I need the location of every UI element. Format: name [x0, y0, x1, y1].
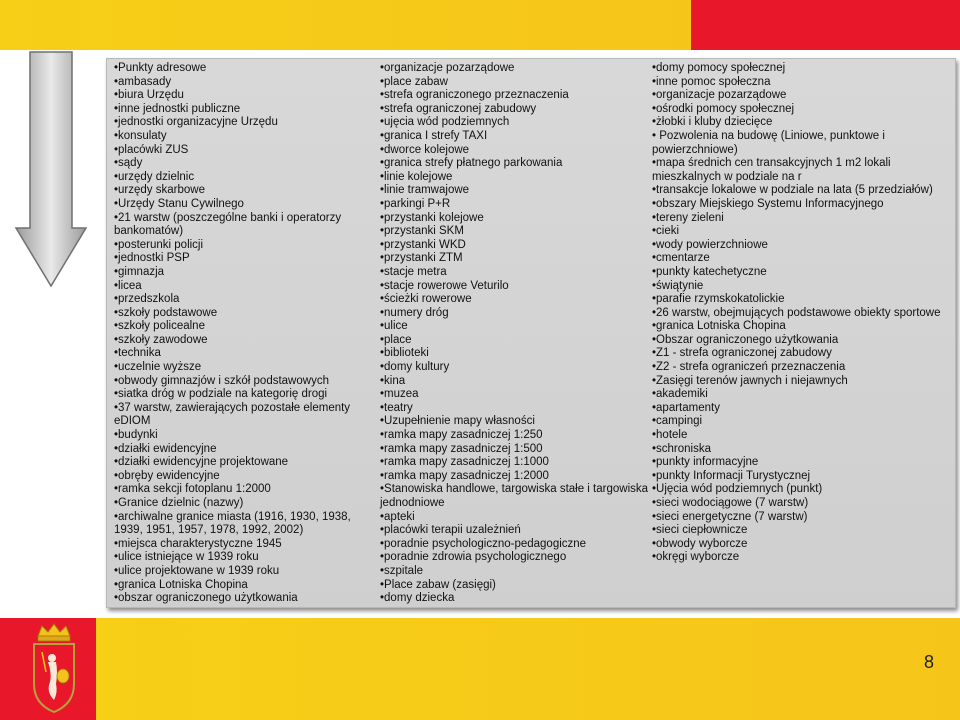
list-item: • jednostki PSP: [114, 252, 382, 266]
list-item: • stacje rowerowe Veturilo: [380, 280, 652, 294]
list-item: • organizacje pozarządowe: [652, 89, 952, 103]
list-item: • Uzupełnienie mapy własności: [380, 415, 652, 429]
list-item: • placówki ZUS: [114, 144, 382, 158]
list-item: • biblioteki: [380, 347, 652, 361]
list-item: • obwody gimnazjów i szkół podstawowych: [114, 375, 382, 389]
list-item: • sieci ciepłownicze: [652, 524, 952, 538]
list-item: • wody powierzchniowe: [652, 239, 952, 253]
list-item: • uczelnie wyższe: [114, 361, 382, 375]
list-item: • technika: [114, 347, 382, 361]
list-item: • organizacje pozarządowe: [380, 62, 652, 76]
list-item: • świątynie: [652, 280, 952, 294]
list-item: • obwody wyborcze: [652, 538, 952, 552]
list-item: • punkty Informacji Turystycznej: [652, 470, 952, 484]
list-item: • kina: [380, 375, 652, 389]
list-item: • place: [380, 334, 652, 348]
list-item: • granica Lotniska Chopina: [652, 320, 952, 334]
list-item: • szpitale: [380, 565, 652, 579]
layers-column-3: [652, 62, 952, 565]
list-item: • ambasady: [114, 76, 382, 90]
list-item: • posterunki policji: [114, 239, 382, 253]
list-item: • budynki: [114, 429, 382, 443]
list-item: • żłobki i kluby dziecięce: [652, 116, 952, 130]
list-item: • domy kultury: [380, 361, 652, 375]
list-item: • miejsca charakterystyczne 1945: [114, 538, 382, 552]
list-item: • 37 warstw, zawierających pozostałe elementy eDIOM: [114, 402, 382, 429]
list-item: • obszar ograniczonego użytkowania: [114, 592, 382, 606]
list-item: • linie kolejowe: [380, 171, 652, 185]
list-item: • parkingi P+R: [380, 198, 652, 212]
bottom-color-bar: [0, 618, 960, 720]
list-item: • ulice: [380, 320, 652, 334]
list-item: • ścieżki rowerowe: [380, 293, 652, 307]
list-item: • Obszar ograniczonego użytkowania: [652, 334, 952, 348]
list-item: • działki ewidencyjne: [114, 443, 382, 457]
list-item: • transakcje lokalowe w podziale na lata (5 przedziałów): [652, 184, 952, 198]
list-item: • cmentarze: [652, 252, 952, 266]
list-item: • przystanki SKM: [380, 225, 652, 239]
list-item: • 21 warstw (poszczególne banki i operatorzy bankomatów): [114, 212, 382, 239]
list-item: • place zabaw: [380, 76, 652, 90]
list-item: • placówki terapii uzależnień: [380, 524, 652, 538]
list-item: • ramka mapy zasadniczej 1:250: [380, 429, 652, 443]
list-item: • przystanki WKD: [380, 239, 652, 253]
list-item: • punkty informacyjne: [652, 456, 952, 470]
list-item: • muzea: [380, 388, 652, 402]
list-item: • schroniska: [652, 443, 952, 457]
list-item: • ramka sekcji fotoplanu 1:2000: [114, 483, 382, 497]
list-item: • hotele: [652, 429, 952, 443]
list-item: • parafie rzymskokatolickie: [652, 293, 952, 307]
list-item: • obszary Miejskiego Systemu Informacyjnego: [652, 198, 952, 212]
list-item: • sądy: [114, 157, 382, 171]
list-item: • szkoły policealne: [114, 320, 382, 334]
list-item: • Stanowiska handlowe, targowiska stałe i targowiska jednodniowe: [380, 483, 652, 510]
list-item: • tereny zieleni: [652, 212, 952, 226]
list-item: • siatka dróg w podziale na kategorię drogi: [114, 388, 382, 402]
list-item: • granica I strefy TAXI: [380, 130, 652, 144]
list-item: • Zasięgi terenów jawnych i niejawnych: [652, 375, 952, 389]
down-arrow-icon: [14, 50, 88, 288]
list-item: • licea: [114, 280, 382, 294]
list-item: • okręgi wyborcze: [652, 551, 952, 565]
list-item: • akademiki: [652, 388, 952, 402]
list-item: • biura Urzędu: [114, 89, 382, 103]
list-item: • stacje metra: [380, 266, 652, 280]
list-item: • przystanki kolejowe: [380, 212, 652, 226]
list-item: • inne jednostki publiczne: [114, 103, 382, 117]
list-item: • Urzędy Stanu Cywilnego: [114, 198, 382, 212]
layers-column-2: [380, 62, 652, 606]
list-item: • granica Lotniska Chopina: [114, 579, 382, 593]
list-item: • numery dróg: [380, 307, 652, 321]
list-item: • działki ewidencyjne projektowane: [114, 456, 382, 470]
list-item: • konsulaty: [114, 130, 382, 144]
list-item: • przystanki ZTM: [380, 252, 652, 266]
list-item: • punkty katechetyczne: [652, 266, 952, 280]
page-number: 8: [923, 652, 934, 672]
list-item: • ujęcia wód podziemnych: [380, 116, 652, 130]
list-item: • szkoły podstawowe: [114, 307, 382, 321]
list-item: • urzędy skarbowe: [114, 184, 382, 198]
list-item: • Granice dzielnic (nazwy): [114, 497, 382, 511]
list-item: • poradnie zdrowia psychologicznego: [380, 551, 652, 565]
list-item: • obręby ewidencyjne: [114, 470, 382, 484]
list-item: • domy pomocy społecznej: [652, 62, 952, 76]
list-item: • inne pomoc społeczna: [652, 76, 952, 90]
list-item: • ramka mapy zasadniczej 1:2000: [380, 470, 652, 484]
warsaw-coat-of-arms-icon: [28, 622, 80, 714]
list-item: • ulice projektowane w 1939 roku: [114, 565, 382, 579]
list-item: • apteki: [380, 511, 652, 525]
list-item: • campingi: [652, 415, 952, 429]
list-item: • Place zabaw (zasięgi): [380, 579, 652, 593]
list-item: • sieci wodociągowe (7 warstw): [652, 497, 952, 511]
list-item: • Punkty adresowe: [114, 62, 382, 76]
top-color-bar: [0, 0, 960, 50]
list-item: • gimnazja: [114, 266, 382, 280]
list-item: • linie tramwajowe: [380, 184, 652, 198]
list-item: • strefa ograniczonej zabudowy: [380, 103, 652, 117]
list-item: • mapa średnich cen transakcyjnych 1 m2 lokali mieszkalnych w podziale na r: [652, 157, 952, 184]
list-item: • Pozwolenia na budowę (Liniowe, punktowe i powierzchniowe): [652, 130, 952, 157]
list-item: • poradnie psychologiczno-pedagogiczne: [380, 538, 652, 552]
list-item: • jednostki organizacyjne Urzędu: [114, 116, 382, 130]
list-item: • cieki: [652, 225, 952, 239]
list-item: • strefa ograniczonego przeznaczenia: [380, 89, 652, 103]
list-item: • ulice istniejące w 1939 roku: [114, 551, 382, 565]
list-item: • Z1 - strefa ograniczonej zabudowy: [652, 347, 952, 361]
list-item: • dworce kolejowe: [380, 144, 652, 158]
list-item: • urzędy dzielnic: [114, 171, 382, 185]
list-item: • teatry: [380, 402, 652, 416]
list-item: • przedszkola: [114, 293, 382, 307]
layers-list-panel: [106, 58, 956, 608]
list-item: • granica strefy płatnego parkowania: [380, 157, 652, 171]
list-item: • szkoły zawodowe: [114, 334, 382, 348]
list-item: • 26 warstw, obejmujących podstawowe obiekty sportowe: [652, 307, 952, 321]
list-item: • ośrodki pomocy społecznej: [652, 103, 952, 117]
list-item: • domy dziecka: [380, 592, 652, 606]
list-item: • ramka mapy zasadniczej 1:500: [380, 443, 652, 457]
layers-column-1: [114, 62, 382, 606]
list-item: • archiwalne granice miasta (1916, 1930, 1938, 1939, 1951, 1957, 1978, 1992, 2002): [114, 511, 382, 538]
list-item: • Z2 - strefa ograniczeń przeznaczenia: [652, 361, 952, 375]
list-item: • sieci energetyczne (7 warstw): [652, 511, 952, 525]
list-item: • ramka mapy zasadniczej 1:1000: [380, 456, 652, 470]
list-item: • apartamenty: [652, 402, 952, 416]
list-item: • Ujęcia wód podziemnych (punkt): [652, 483, 952, 497]
